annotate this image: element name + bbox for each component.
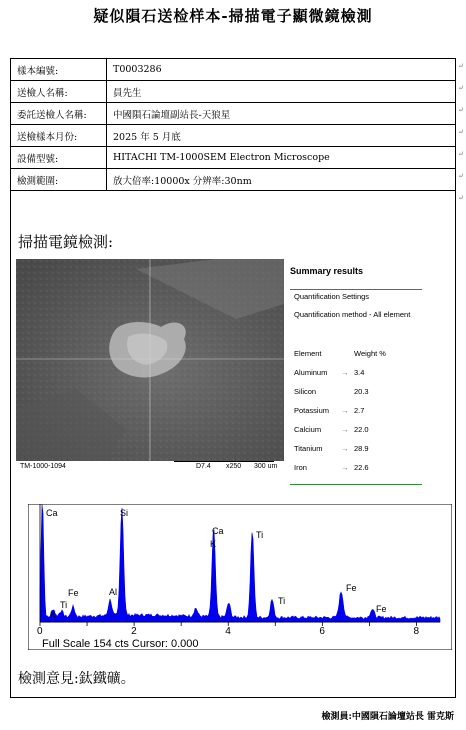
eds-spectrum [28,504,452,650]
sem-wd-label: D7.4 [196,463,211,470]
x-tick-label: 6 [319,626,325,637]
info-row-client [11,103,456,125]
info-row-month [11,125,456,147]
info-key: 設備型號: [11,147,107,169]
info-row-sample-id [11,59,456,81]
info-row-device [11,147,456,169]
element-name: Titanium [294,444,323,453]
sem-mag-label: x250 [226,463,242,470]
summary-settings: Quantification Settings [294,292,370,301]
element-name: Aluminum [294,368,328,377]
info-value: 中國隕石論壇副站長-天狼星 [107,103,456,125]
summary-title: Summary results [290,266,364,276]
paragraph-mark: ↵ [458,84,464,92]
inspection-opinion: 檢測意見:鈦鐵礦。 [18,671,135,687]
info-value: 員先生 [107,81,456,103]
inspector-signature: 檢測員:中國隕石論壇站長 雷克斯 [321,712,454,722]
sem-scale-label: 300 um [254,463,278,470]
peak-label: Al [109,587,118,597]
element-weight: 2.7 [354,406,365,415]
peak-label: Si [120,508,129,518]
peak-label: K [50,610,57,620]
x-tick-label: 2 [131,626,137,637]
paragraph-mark: ↵ [458,172,464,180]
element-weight: 22.6 [354,463,369,472]
x-tick-label: 0 [37,626,43,637]
peak-label: Fe [68,588,79,598]
summary-divider-top [290,289,422,290]
info-value: 放大倍率:10000x 分辨率:30nm [107,169,456,191]
x-tick-label: 8 [413,626,420,637]
sem-section-heading: 掃描電鏡檢測: [18,233,114,251]
info-row-submitter [11,81,456,103]
info-key: 送檢人名稱: [11,81,107,103]
element-name: Silicon [294,387,317,396]
sem-footer-bar [16,461,284,473]
peak-label: K [210,539,217,549]
tab-arrow-icon: → [341,368,349,377]
tab-arrow-icon: → [341,406,349,415]
tab-arrow-icon: → [341,425,349,434]
element-name: Calcium [294,425,322,434]
sem-scale-bar [174,461,274,462]
peak-label: Ti [60,600,68,610]
element-weight: 22.0 [354,425,369,434]
info-key: 檢測範圍: [11,169,107,191]
eds-spectrum-svg [28,504,452,650]
sample-info-table [10,58,456,191]
info-key: 委託送檢人名稱: [11,103,107,125]
paragraph-mark: ↵ [458,62,464,70]
tab-arrow-icon: → [341,463,349,472]
sem-model-label: TM-1000-1094 [20,463,66,470]
paragraph-mark: ↵ [458,106,464,114]
peak-label: Fe [346,583,357,593]
element-weight: 20.3 [354,387,369,396]
peak-label: Ca [46,508,58,518]
element-name: Iron [294,463,307,472]
info-key: 送檢樣本月份: [11,125,107,147]
summary-col-weight: Weight % [354,349,386,358]
info-key: 樣本編號: [11,59,107,81]
document-title: 疑似隕石送检样本-掃描電子顯微鏡檢測 [93,7,373,25]
peak-label: Ca [212,526,224,536]
peak-label: Ti [278,596,286,606]
x-tick-label: 4 [225,626,231,637]
paragraph-mark: ↵ [458,128,464,136]
info-value: HITACHI TM-1000SEM Electron Microscope [107,147,456,169]
element-weight: 3.4 [354,368,365,377]
element-weight: 28.9 [354,444,369,453]
sem-micrograph-svg [16,259,284,461]
paragraph-mark: ↵ [458,194,464,202]
summary-col-element: Element [294,349,322,358]
summary-method: Quantification method - All element [294,310,411,319]
sem-micrograph [16,259,284,461]
tab-arrow-icon: → [341,444,349,453]
peak-label: Ti [256,530,264,540]
info-row-range [11,169,456,191]
info-value: T0003286 [107,59,456,81]
summary-divider-bottom [290,484,422,485]
info-value: 2025 年 5 月底 [107,125,456,147]
spectrum-footer: Full Scale 154 cts Cursor: 0.000 [42,638,199,650]
peak-label: Fe [376,604,387,614]
element-name: Potassium [294,406,330,415]
paragraph-mark: ↵ [458,150,464,158]
